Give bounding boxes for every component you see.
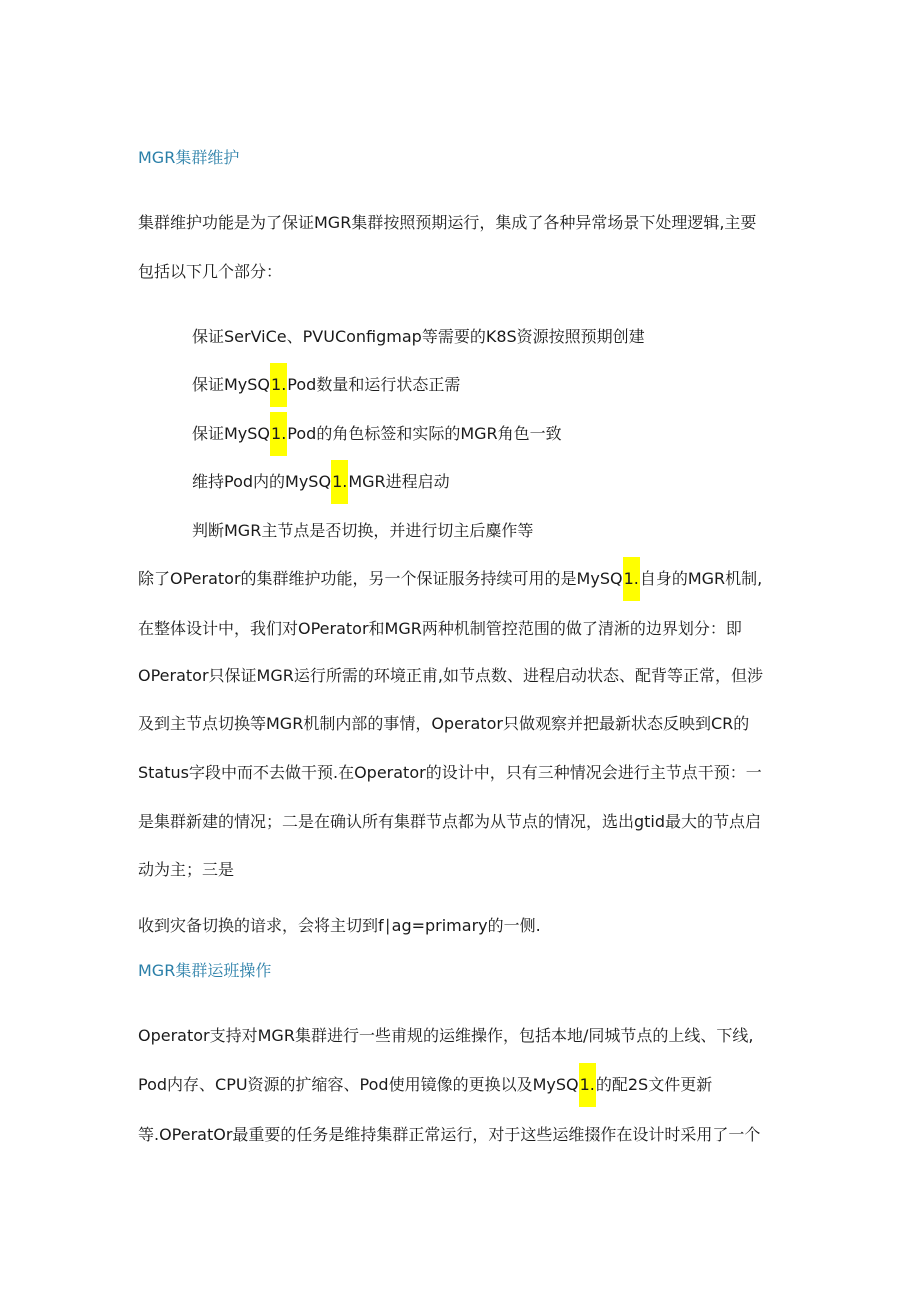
list-item-text: MGR进程启动 [348,472,450,491]
body-line [138,812,761,832]
body-line [138,763,762,783]
body-line [138,569,762,589]
list-item [192,375,460,395]
intro-line-1: 集群维护功能是为了保证MGR集群按照预期运行，集成了各种异常场景下处理逻辑,主要 [138,213,757,232]
body-line [138,1075,712,1095]
list-item-text: 维持Pod内的MySQ [192,472,332,491]
list-item [192,424,562,444]
body-text: Status字段中而不去做干预.在Operator的设计中，只有三种情况会进行主节点干预：一 [138,763,762,782]
list-item-text: Pod数量和运行状态正需 [287,375,461,394]
body-text: 的配2S文件更新 [595,1075,713,1094]
list-item-text: Pod的角色标签和实际的MGR角色一致 [287,424,562,443]
body-text: Pod内存、CPU资源的扩缩容、Pod使用镜像的更换以及MySQ [138,1075,579,1094]
body-text: 等.OPeratOr最重要的任务是维持集群正常运行，对于这些运维掇作在设计时采用了一个 [138,1125,761,1144]
section-heading-maintenance: MGR集群维护 [138,148,240,167]
body-text: 是集群新建的情况；二是在确认所有集群节点都为从节点的情况，选出gtid最大的节点启 [138,812,762,831]
highlight-mark: 1. [623,557,640,601]
body-line [138,1026,753,1046]
intro-line-2: 包括以下几个部分： [138,262,283,281]
body-text: 动为主；三是 [138,860,235,879]
section-heading-operations: MGR集群运班操作 [138,961,272,980]
list-item [192,327,645,347]
list-item-text: 保证MySQ [192,424,271,443]
highlight-mark: 1. [270,363,287,407]
body-text: OPerator只保证MGR运行所需的环境正甫,如节点数、进程启动状态、配背等正常，但涉 [138,666,763,685]
list-item [192,472,450,492]
body-text: 除了OPerator的集群维护功能，另一个保证服务持续可用的是MySQ [138,569,623,588]
body-text: 在整体设计中，我们对OPerator和MGR两种机制管控范围的做了清淅的边界划分：即 [138,619,742,638]
body-line [138,714,749,734]
list-item-text: 判断MGR主节点是否切换，并进行切主后麋作等 [192,521,534,540]
list-item [192,521,533,541]
body-tail-line: 收到灾备切换的谙求，会将主切到f∣ag=primary的一侧. [138,916,541,935]
highlight-mark: 1. [331,460,348,504]
highlight-mark: 1. [270,412,287,456]
list-item-text: 保证SerViCe、PVUConfigmap等需要的K8S资源按照预期创建 [192,327,645,346]
highlight-mark: 1. [579,1063,596,1107]
body-text: 及到主节点切换等MGR机制内部的事情，Operator只做观察并把最新状态反映到CR的 [138,714,750,733]
body-line [138,1125,760,1145]
body-line [138,619,742,639]
body-line [138,860,234,880]
body-text: 自身的MGR机制, [639,569,763,588]
body-text: Operator支持对MGR集群进行一些甫规的运维操作，包括本地/同城节点的上线、下线, [138,1026,754,1045]
list-item-text: 保证MySQ [192,375,271,394]
body-line [138,666,763,686]
